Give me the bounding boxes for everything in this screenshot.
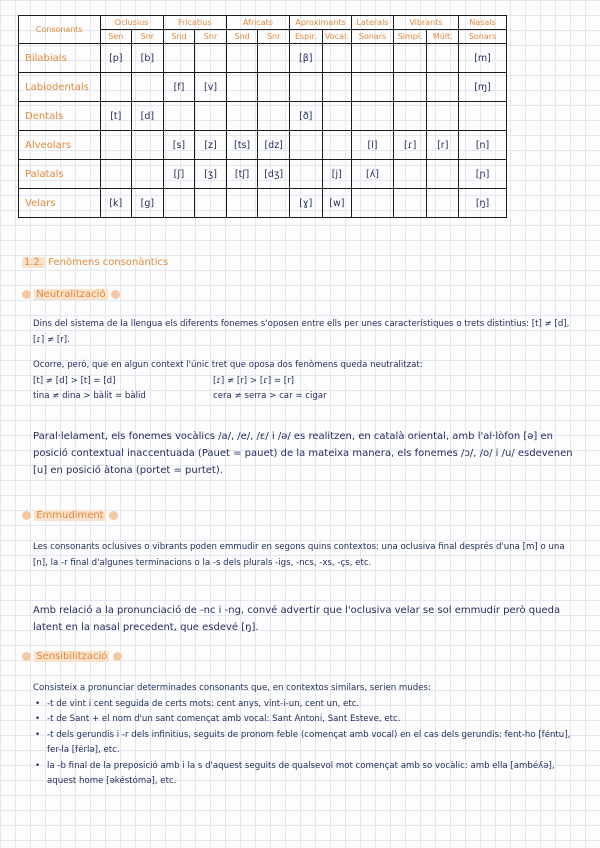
- phoneme-cell: [dʒ]: [258, 160, 290, 189]
- sub-header: Snr: [258, 30, 290, 44]
- table-corner-header: Consonants: [19, 16, 101, 44]
- sub-header: Vocal.: [322, 30, 352, 44]
- phoneme-cell: [j]: [322, 160, 352, 189]
- list-item: • la -b final de la preposició amb i la s d'aquest seguits de qualsevol mot començat amb so vocàlic: amb ella [ambéʎə], aquest home [əkéstómə], etc.: [33, 759, 573, 790]
- phoneme-cell: [ʎ]: [352, 160, 394, 189]
- phoneme-cell: [226, 44, 258, 73]
- heading-number: 1.2.: [24, 257, 44, 268]
- section-body: [33, 317, 573, 405]
- table-group-header-row: [19, 16, 507, 30]
- phoneme-cell: [393, 44, 427, 73]
- paragraph: Les consonants oclusives o vibrants poden emmudir en segons quins contextos: una oclusiva final després d'una [m] o una [n], la -r final d'algunes terminacions o la -s dels plurals -igs, -ncs, -xs, -çs, etc.: [33, 542, 565, 568]
- paragraph: Dins del sistema de la llengua els diferents fonemes s'oposen entre ells per unes característiques o trets distintius: [t] ≠ [d], [ɾ] ≠ [r].: [33, 319, 570, 345]
- table-row: [19, 102, 507, 131]
- bullet-dot-icon: [111, 290, 120, 299]
- phoneme-cell: [393, 189, 427, 218]
- phoneme-cell: [b]: [132, 44, 164, 73]
- phoneme-cell: [v]: [195, 73, 227, 102]
- phoneme-cell: [427, 102, 459, 131]
- phoneme-cell: [z]: [195, 131, 227, 160]
- consonant-table: [18, 15, 507, 218]
- phoneme-cell: [s]: [163, 131, 195, 160]
- phoneme-cell: [132, 73, 164, 102]
- subsection-title-sensibilitzacio: Sensibilització: [22, 651, 122, 662]
- row-label: Bilabials: [19, 44, 101, 73]
- phoneme-cell: [f]: [163, 73, 195, 102]
- example-line: tina ≠ dina > bàlit = bàlid cera ≠ serra > car = cigar: [33, 391, 327, 401]
- row-label: Velars: [19, 189, 101, 218]
- heading-title: Fenòmens consonàntics: [48, 257, 169, 268]
- phoneme-cell: [352, 44, 394, 73]
- phoneme-cell: [100, 160, 132, 189]
- list-item: • -t dels gerundis i -r dels infinitius, seguits de pronom feble (començat amb vocal) en el cas dels gerundis: fent-ho [féntu], fer-la [férlə], etc.: [33, 728, 573, 759]
- phoneme-cell: [ʒ]: [195, 160, 227, 189]
- sub-header: Espir.: [289, 30, 322, 44]
- phoneme-cell: [393, 160, 427, 189]
- phoneme-cell: [195, 102, 227, 131]
- table-row: [19, 44, 507, 73]
- phoneme-cell: [ð]: [289, 102, 322, 131]
- phoneme-cell: [w]: [322, 189, 352, 218]
- phoneme-cell: [258, 189, 290, 218]
- bullet-dot-icon: [113, 652, 122, 661]
- phoneme-cell: [m]: [459, 44, 507, 73]
- row-label: Labiodentals: [19, 73, 101, 102]
- bullet-dot-icon: [22, 511, 31, 520]
- subsection-title-emmudiment: Emmudiment: [22, 510, 118, 521]
- phoneme-cell: [163, 102, 195, 131]
- table-row: [19, 73, 507, 102]
- phoneme-cell: [195, 44, 227, 73]
- phoneme-cell: [132, 160, 164, 189]
- phoneme-cell: [ɣ]: [289, 189, 322, 218]
- phoneme-cell: [t]: [100, 102, 132, 131]
- bullet-dot-icon: [22, 652, 31, 661]
- phoneme-cell: [r]: [427, 131, 459, 160]
- phoneme-cell: [p]: [100, 44, 132, 73]
- phoneme-cell: [226, 189, 258, 218]
- phoneme-cell: [226, 73, 258, 102]
- phoneme-cell: [427, 44, 459, 73]
- sub-header: Sonars: [459, 30, 507, 44]
- group-header: Africats: [226, 16, 289, 30]
- sub-header: Snr: [132, 30, 164, 44]
- phoneme-cell: [ŋ]: [459, 189, 507, 218]
- phoneme-cell: [ʃ]: [163, 160, 195, 189]
- example-line: [t] ≠ [d] > [t] = [d] [ɾ] ≠ [r] > [ɾ] = [r]: [33, 375, 294, 386]
- group-header: Aproximants: [289, 16, 351, 30]
- phoneme-cell: [132, 131, 164, 160]
- list-item: • -t de Sant + el nom d'un sant començat amb vocal: Sant Antoni, Sant Esteve, etc.: [33, 712, 573, 728]
- paragraph: Ocorre, però, que en algun context l'únic tret que oposa dos fenòmens queda neutralitzat:: [33, 360, 423, 370]
- phoneme-cell: [322, 131, 352, 160]
- phoneme-cell: [l]: [352, 131, 394, 160]
- group-header: Fricatius: [163, 16, 226, 30]
- phoneme-cell: [n]: [459, 131, 507, 160]
- phoneme-cell: [289, 73, 322, 102]
- phoneme-cell: [322, 73, 352, 102]
- section-heading: [22, 257, 168, 268]
- phoneme-cell: [ɾ]: [393, 131, 427, 160]
- bullet-dot-icon: [109, 511, 118, 520]
- phoneme-cell: [322, 44, 352, 73]
- phoneme-cell: [427, 160, 459, 189]
- phoneme-cell: [393, 102, 427, 131]
- phoneme-cell: [100, 131, 132, 160]
- phoneme-cell: [226, 102, 258, 131]
- phoneme-cell: [352, 102, 394, 131]
- table-row: [19, 160, 507, 189]
- phoneme-cell: [tʃ]: [226, 160, 258, 189]
- paragraph: Consisteix a pronunciar determinades consonants que, en contextos similars, serien mudes:: [33, 683, 431, 693]
- sub-header: Snd: [163, 30, 195, 44]
- phoneme-cell: [427, 189, 459, 218]
- phoneme-cell: [258, 102, 290, 131]
- phoneme-cell: [ts]: [226, 131, 258, 160]
- sub-header: Simpl.: [393, 30, 427, 44]
- list-item: • -t de vint i cent seguida de certs mots: cent anys, vint-i-un, cent un, etc.: [33, 697, 573, 713]
- group-header: Oclusius: [100, 16, 163, 30]
- phoneme-cell: [100, 73, 132, 102]
- group-header: Laterals: [352, 16, 394, 30]
- group-header: Vibrants: [393, 16, 458, 30]
- phoneme-cell: [258, 73, 290, 102]
- phoneme-cell: [322, 102, 352, 131]
- sub-header: Snd: [226, 30, 258, 44]
- row-label: Dentals: [19, 102, 101, 131]
- phoneme-cell: [d]: [132, 102, 164, 131]
- phoneme-cell: [427, 73, 459, 102]
- phoneme-cell: [352, 189, 394, 218]
- sub-header: Sen: [100, 30, 132, 44]
- phoneme-cell: [459, 102, 507, 131]
- paragraph-large: Amb relació a la pronunciació de -nc i -ng, convé advertir que l'oclusiva velar se sol emmudir però queda latent en la nasal precedent, que esdevé [ŋ].: [33, 605, 561, 633]
- phoneme-cell: [195, 189, 227, 218]
- sub-header: Múlt.: [427, 30, 459, 44]
- row-label: Alveolars: [19, 131, 101, 160]
- bullet-dot-icon: [22, 290, 31, 299]
- table-row: [19, 189, 507, 218]
- phoneme-cell: [163, 189, 195, 218]
- sub-header: Sonars: [352, 30, 394, 44]
- phoneme-cell: [289, 160, 322, 189]
- subsection-title-neutralitzacio: Neutralització: [22, 289, 120, 300]
- phoneme-cell: [dz]: [258, 131, 290, 160]
- group-header: Nasals: [459, 16, 507, 30]
- phoneme-cell: [289, 131, 322, 160]
- phoneme-cell: [258, 44, 290, 73]
- phoneme-cell: [ɲ]: [459, 160, 507, 189]
- phoneme-cell: [ɱ]: [459, 73, 507, 102]
- phoneme-cell: [g]: [132, 189, 164, 218]
- paragraph-large: Paral·lelament, els fonemes vocàlics /a/, /e/, /ɛ/ i /ə/ es realitzen, en català oriental, amb l'al·lòfon [ə] en posició contextual inaccentuada (Pauet = pauet) de la mateixa manera, els fonemes /ɔ/, /o/ i /u/ esdevenen [u] en posició àtona (portet = purtet).: [33, 431, 573, 476]
- phoneme-cell: [393, 73, 427, 102]
- phoneme-cell: [163, 44, 195, 73]
- row-label: Palatals: [19, 160, 101, 189]
- sub-header: Snr: [195, 30, 227, 44]
- phoneme-cell: [β]: [289, 44, 322, 73]
- bullet-list: [33, 697, 573, 790]
- table-row: [19, 131, 507, 160]
- phoneme-cell: [352, 73, 394, 102]
- phoneme-cell: [k]: [100, 189, 132, 218]
- section-body: [33, 681, 573, 790]
